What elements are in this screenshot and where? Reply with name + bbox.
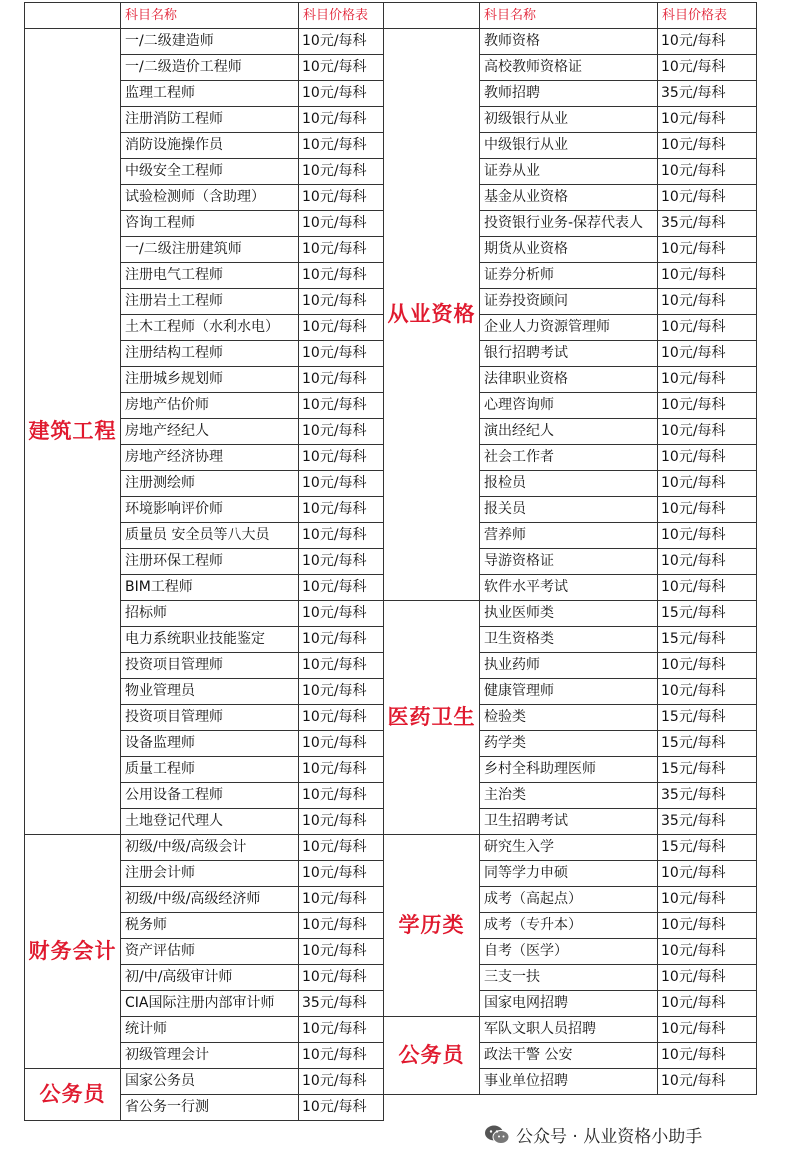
subject-name-cell: 注册消防工程师: [121, 107, 299, 133]
subject-name-cell: 初级/中级/高级会计: [121, 835, 299, 861]
header-subject-price: 科目价格表: [658, 3, 757, 29]
subject-name-cell: 报关员: [480, 497, 658, 523]
category-label: 学历类: [384, 835, 480, 1017]
subject-name-cell: 投资项目管理师: [121, 653, 299, 679]
subject-price-cell: 10元/每科: [299, 1017, 384, 1043]
category-label: 公务员: [25, 1069, 121, 1121]
subject-name-cell: 房地产经济协理: [121, 445, 299, 471]
subject-price-cell: 10元/每科: [658, 29, 757, 55]
subject-name-cell: 注册测绘师: [121, 471, 299, 497]
subject-name-cell: 注册结构工程师: [121, 341, 299, 367]
subject-price-cell: 10元/每科: [299, 471, 384, 497]
subject-name-cell: 报检员: [480, 471, 658, 497]
subject-price-cell: 10元/每科: [299, 419, 384, 445]
subject-name-cell: 证券分析师: [480, 263, 658, 289]
subject-name-cell: 社会工作者: [480, 445, 658, 471]
table-row: [384, 601, 757, 627]
subject-price-cell: 10元/每科: [299, 653, 384, 679]
subject-price-cell: 10元/每科: [658, 263, 757, 289]
subject-name-cell: 执业药师: [480, 653, 658, 679]
subject-price-cell: 10元/每科: [299, 211, 384, 237]
subject-name-cell: 电力系统职业技能鉴定: [121, 627, 299, 653]
subject-name-cell: 房地产经纪人: [121, 419, 299, 445]
subject-name-cell: 教师资格: [480, 29, 658, 55]
subject-name-cell: 国家公务员: [121, 1069, 299, 1095]
subject-name-cell: 投资银行业务-保荐代表人: [480, 211, 658, 237]
table-row: [25, 29, 384, 55]
subject-price-cell: 10元/每科: [299, 783, 384, 809]
subject-price-cell: 10元/每科: [658, 55, 757, 81]
subject-price-cell: 10元/每科: [299, 1095, 384, 1121]
subject-price-cell: 10元/每科: [658, 861, 757, 887]
subject-price-cell: 10元/每科: [299, 887, 384, 913]
subject-name-cell: BIM工程师: [121, 575, 299, 601]
table-row: [25, 1069, 384, 1095]
subject-price-cell: 10元/每科: [299, 315, 384, 341]
subject-price-cell: 10元/每科: [299, 549, 384, 575]
subject-name-cell: 软件水平考试: [480, 575, 658, 601]
header-category-cell: [384, 3, 480, 29]
subject-name-cell: 咨询工程师: [121, 211, 299, 237]
table-row: [384, 1017, 757, 1043]
subject-price-cell: 10元/每科: [299, 523, 384, 549]
footer-text: 公众号 · 从业资格小助手: [516, 1127, 703, 1147]
subject-name-cell: 注册环保工程师: [121, 549, 299, 575]
subject-price-cell: 10元/每科: [299, 29, 384, 55]
subject-price-cell: 10元/每科: [299, 1069, 384, 1095]
subject-price-cell: 10元/每科: [299, 55, 384, 81]
subject-name-cell: 环境影响评价师: [121, 497, 299, 523]
category-label: 从业资格: [384, 29, 480, 601]
subject-price-cell: 35元/每科: [299, 991, 384, 1017]
subject-name-cell: 三支一扶: [480, 965, 658, 991]
subject-name-cell: 初级银行从业: [480, 107, 658, 133]
subject-price-cell: 10元/每科: [658, 289, 757, 315]
table-header-row: [384, 3, 757, 29]
subject-name-cell: 中级银行从业: [480, 133, 658, 159]
subject-name-cell: 物业管理员: [121, 679, 299, 705]
subject-price-cell: 10元/每科: [299, 107, 384, 133]
subject-name-cell: 初/中/高级审计师: [121, 965, 299, 991]
subject-name-cell: 注册岩土工程师: [121, 289, 299, 315]
subject-name-cell: 营养师: [480, 523, 658, 549]
subject-price-cell: 35元/每科: [658, 783, 757, 809]
subject-price-cell: 10元/每科: [658, 991, 757, 1017]
subject-name-cell: 注册城乡规划师: [121, 367, 299, 393]
subject-price-cell: 10元/每科: [299, 601, 384, 627]
subject-price-cell: 10元/每科: [299, 835, 384, 861]
subject-name-cell: 主治类: [480, 783, 658, 809]
subject-price-cell: 10元/每科: [658, 419, 757, 445]
subject-name-cell: 期货从业资格: [480, 237, 658, 263]
subject-price-cell: 10元/每科: [299, 393, 384, 419]
subject-price-cell: 10元/每科: [299, 705, 384, 731]
subject-name-cell: 检验类: [480, 705, 658, 731]
subject-name-cell: 一/二级建造师: [121, 29, 299, 55]
subject-price-cell: 35元/每科: [658, 809, 757, 835]
table-header-row: [25, 3, 384, 29]
category-label: 建筑工程: [25, 29, 121, 835]
subject-price-cell: 10元/每科: [299, 757, 384, 783]
subject-price-cell: 10元/每科: [658, 549, 757, 575]
subject-price-cell: 10元/每科: [299, 263, 384, 289]
subject-name-cell: 投资项目管理师: [121, 705, 299, 731]
subject-name-cell: 一/二级造价工程师: [121, 55, 299, 81]
subject-price-cell: 15元/每科: [658, 627, 757, 653]
subject-price-cell: 10元/每科: [299, 341, 384, 367]
subject-price-cell: 10元/每科: [658, 367, 757, 393]
subject-price-cell: 10元/每科: [299, 1043, 384, 1069]
left-price-table-panel: [24, 2, 384, 1121]
subject-price-cell: 10元/每科: [299, 861, 384, 887]
subject-name-cell: 消防设施操作员: [121, 133, 299, 159]
subject-name-cell: 初级管理会计: [121, 1043, 299, 1069]
subject-price-cell: 15元/每科: [658, 731, 757, 757]
subject-name-cell: 统计师: [121, 1017, 299, 1043]
category-label: 公务员: [384, 1017, 480, 1095]
subject-price-cell: 10元/每科: [299, 913, 384, 939]
subject-price-cell: 10元/每科: [658, 653, 757, 679]
header-subject-name: 科目名称: [121, 3, 299, 29]
subject-price-cell: 10元/每科: [299, 627, 384, 653]
subject-name-cell: 研究生入学: [480, 835, 658, 861]
subject-name-cell: 成考（专升本）: [480, 913, 658, 939]
subject-price-cell: 10元/每科: [658, 185, 757, 211]
subject-price-cell: 10元/每科: [658, 523, 757, 549]
subject-name-cell: 高校教师资格证: [480, 55, 658, 81]
wechat-icon: [484, 1124, 510, 1146]
subject-price-cell: 10元/每科: [658, 341, 757, 367]
subject-price-cell: 10元/每科: [299, 367, 384, 393]
subject-name-cell: 法律职业资格: [480, 367, 658, 393]
subject-name-cell: 证券投资顾问: [480, 289, 658, 315]
subject-name-cell: 军队文职人员招聘: [480, 1017, 658, 1043]
subject-name-cell: 卫生资格类: [480, 627, 658, 653]
category-label: 医药卫生: [384, 601, 480, 835]
subject-name-cell: 公用设备工程师: [121, 783, 299, 809]
subject-name-cell: 省公务一行测: [121, 1095, 299, 1121]
subject-price-cell: 10元/每科: [299, 159, 384, 185]
header-category-cell: [25, 3, 121, 29]
subject-name-cell: 国家电网招聘: [480, 991, 658, 1017]
subject-price-cell: 10元/每科: [299, 497, 384, 523]
subject-price-cell: 10元/每科: [299, 289, 384, 315]
subject-price-cell: 15元/每科: [658, 601, 757, 627]
subject-price-cell: 10元/每科: [299, 445, 384, 471]
subject-price-cell: 10元/每科: [299, 133, 384, 159]
category-label: 财务会计: [25, 835, 121, 1069]
subject-name-cell: 设备监理师: [121, 731, 299, 757]
subject-price-cell: 10元/每科: [658, 393, 757, 419]
subject-name-cell: 企业人力资源管理师: [480, 315, 658, 341]
table-row: [384, 835, 757, 861]
subject-name-cell: 健康管理师: [480, 679, 658, 705]
header-subject-name: 科目名称: [480, 3, 658, 29]
subject-price-cell: 10元/每科: [658, 1017, 757, 1043]
subject-price-cell: 10元/每科: [658, 913, 757, 939]
subject-name-cell: 资产评估师: [121, 939, 299, 965]
subject-price-cell: 10元/每科: [658, 887, 757, 913]
subject-name-cell: 质量工程师: [121, 757, 299, 783]
subject-name-cell: 成考（高起点）: [480, 887, 658, 913]
subject-price-cell: 10元/每科: [658, 133, 757, 159]
subject-name-cell: 基金从业资格: [480, 185, 658, 211]
subject-name-cell: 药学类: [480, 731, 658, 757]
right-price-table: [383, 2, 757, 1095]
subject-price-cell: 35元/每科: [658, 81, 757, 107]
subject-name-cell: 证券从业: [480, 159, 658, 185]
subject-price-cell: 10元/每科: [658, 1043, 757, 1069]
subject-name-cell: 心理咨询师: [480, 393, 658, 419]
subject-price-cell: 10元/每科: [658, 497, 757, 523]
subject-name-cell: 自考（医学）: [480, 939, 658, 965]
left-price-table: [24, 2, 384, 1121]
subject-price-cell: 10元/每科: [658, 965, 757, 991]
subject-price-cell: 15元/每科: [658, 757, 757, 783]
subject-name-cell: 事业单位招聘: [480, 1069, 658, 1095]
subject-name-cell: 一/二级注册建筑师: [121, 237, 299, 263]
subject-name-cell: 试验检测师（含助理）: [121, 185, 299, 211]
subject-price-cell: 10元/每科: [299, 185, 384, 211]
subject-name-cell: 导游资格证: [480, 549, 658, 575]
subject-name-cell: 同等学力申硕: [480, 861, 658, 887]
subject-price-cell: 10元/每科: [299, 809, 384, 835]
subject-name-cell: 监理工程师: [121, 81, 299, 107]
subject-name-cell: 房地产估价师: [121, 393, 299, 419]
subject-name-cell: 政法干警 公安: [480, 1043, 658, 1069]
subject-price-cell: 10元/每科: [658, 1069, 757, 1095]
subject-price-cell: 10元/每科: [658, 575, 757, 601]
footer-watermark: [484, 1122, 702, 1147]
subject-name-cell: CIA国际注册内部审计师: [121, 991, 299, 1017]
subject-price-cell: 10元/每科: [299, 965, 384, 991]
subject-name-cell: 乡村全科助理医师: [480, 757, 658, 783]
subject-name-cell: 土木工程师（水利水电）: [121, 315, 299, 341]
subject-price-cell: 10元/每科: [299, 575, 384, 601]
subject-name-cell: 银行招聘考试: [480, 341, 658, 367]
subject-price-cell: 10元/每科: [658, 445, 757, 471]
subject-name-cell: 注册会计师: [121, 861, 299, 887]
subject-price-cell: 10元/每科: [658, 939, 757, 965]
subject-price-cell: 10元/每科: [658, 471, 757, 497]
subject-price-cell: 15元/每科: [658, 835, 757, 861]
subject-price-cell: 10元/每科: [658, 679, 757, 705]
subject-price-cell: 35元/每科: [658, 211, 757, 237]
subject-price-cell: 15元/每科: [658, 705, 757, 731]
subject-price-cell: 10元/每科: [299, 237, 384, 263]
right-price-table-panel: [383, 2, 757, 1095]
subject-price-cell: 10元/每科: [299, 939, 384, 965]
table-row: [384, 29, 757, 55]
subject-name-cell: 招标师: [121, 601, 299, 627]
subject-name-cell: 注册电气工程师: [121, 263, 299, 289]
subject-name-cell: 卫生招聘考试: [480, 809, 658, 835]
subject-price-cell: 10元/每科: [299, 81, 384, 107]
subject-name-cell: 税务师: [121, 913, 299, 939]
subject-price-cell: 10元/每科: [299, 731, 384, 757]
subject-name-cell: 教师招聘: [480, 81, 658, 107]
subject-price-cell: 10元/每科: [658, 107, 757, 133]
subject-name-cell: 执业医师类: [480, 601, 658, 627]
subject-name-cell: 土地登记代理人: [121, 809, 299, 835]
subject-price-cell: 10元/每科: [658, 315, 757, 341]
subject-name-cell: 质量员 安全员等八大员: [121, 523, 299, 549]
subject-name-cell: 演出经纪人: [480, 419, 658, 445]
table-row: [25, 835, 384, 861]
subject-name-cell: 中级安全工程师: [121, 159, 299, 185]
subject-name-cell: 初级/中级/高级经济师: [121, 887, 299, 913]
subject-price-cell: 10元/每科: [299, 679, 384, 705]
subject-price-cell: 10元/每科: [658, 159, 757, 185]
header-subject-price: 科目价格表: [299, 3, 384, 29]
subject-price-cell: 10元/每科: [658, 237, 757, 263]
